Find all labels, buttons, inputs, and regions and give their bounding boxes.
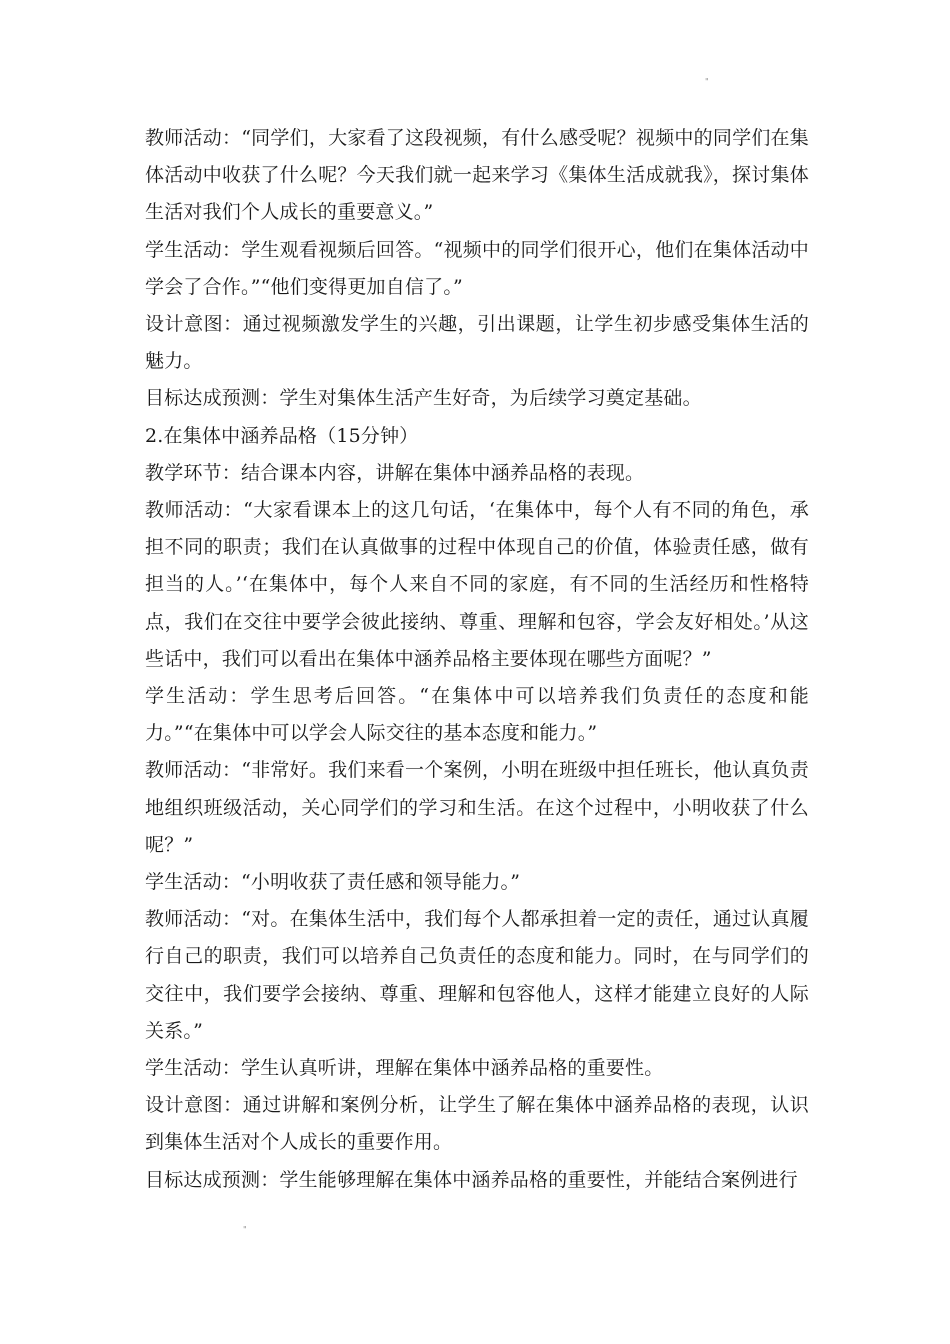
- paragraph-goal-prediction-1: 目标达成预测：学生对集体生活产生好奇，为后续学习奠定基础。: [145, 387, 702, 410]
- document-body: [145, 120, 809, 1199]
- paragraph-design-intent-1: 设计意图：通过视频激发学生的兴趣，引出课题，让学生初步感受集体生活的魅力。: [145, 313, 809, 373]
- page-mark-top: ": [705, 77, 709, 86]
- paragraph-student-listen: 学生活动：学生认真听讲，理解在集体中涵养品格的重要性。: [145, 1057, 664, 1080]
- paragraph-teacher-textbook: 教师活动：“大家看课本上的这几句话，‘在集体中，每个人有不同的角色，承担不同的职责；我们在认真做事的过程中体现自己的价值，体验责任感，做有担当的人。’‘在集体中，每个人来自不同的家庭，有不同的生活经历和性格特点，我们在交往中要学会彼此接纳、尊重、理解和包容，学会友好相处。’从这些话中，我们可以看出在集体中涵养品格主要体现在哪些方面呢？”: [145, 499, 809, 670]
- paragraph-teaching-step: 教学环节：结合课本内容，讲解在集体中涵养品格的表现。: [145, 461, 645, 484]
- paragraph-design-intent-2: 设计意图：通过讲解和案例分析，让学生了解在集体中涵养品格的表现，认识到集体生活对个人成长的重要作用。: [145, 1094, 809, 1154]
- paragraph-teacher-intro: 教师活动：“同学们，大家看了这段视频，有什么感受呢？视频中的同学们在集体活动中收获了什么呢？今天我们就一起来学习《集体生活成就我》，探讨集体生活对我们个人成长的重要意义。”: [145, 127, 809, 224]
- paragraph-teacher-summary: 教师活动：“对。在集体生活中，我们每个人都承担着一定的责任，通过认真履行自己的职责，我们可以培养自己负责任的态度和能力。同时，在与同学们的交往中，我们要学会接纳、尊重、理解和包容他人，这样才能建立良好的人际关系。”: [145, 908, 809, 1042]
- paragraph-student-answer-video: 学生活动：学生观看视频后回答。“视频中的同学们很开心，他们在集体活动中学会了合作。”“他们变得更加自信了。”: [145, 238, 809, 298]
- section-heading: 2.在集体中涵养品格（15分钟）: [145, 424, 419, 447]
- paragraph-teacher-case: 教师活动：“非常好。我们来看一个案例，小明在班级中担任班长，他认真负责地组织班级活动，关心同学们的学习和生活。在这个过程中，小明收获了什么呢？”: [145, 759, 809, 856]
- paragraph-student-case-answer: 学生活动：“小明收获了责任感和领导能力。”: [145, 871, 521, 894]
- page-mark-bottom: ": [243, 1225, 247, 1234]
- paragraph-student-think: 学生活动：学生思考后回答。“在集体中可以培养我们负责任的态度和能力。”“在集体中可以学会人际交往的基本态度和能力。”: [145, 685, 809, 745]
- paragraph-goal-prediction-2: 目标达成预测：学生能够理解在集体中涵养品格的重要性，并能结合案例进行: [145, 1168, 798, 1191]
